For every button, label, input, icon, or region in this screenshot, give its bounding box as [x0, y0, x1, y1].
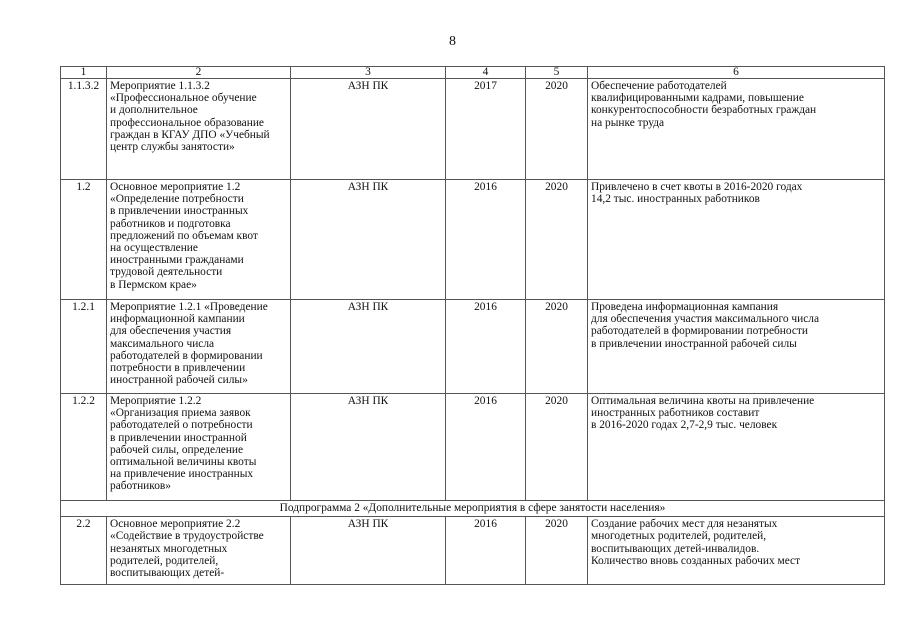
end-year: 2020 [526, 394, 588, 501]
table-row [61, 517, 885, 585]
row-number: 2.2 [61, 517, 107, 585]
measure-name: Основное мероприятие 2.2 «Содействие в трудоустройстве незанятых многодетных родителей, родителей, воспитывающих детей- [107, 517, 291, 585]
measure-name: Мероприятие 1.1.3.2 «Профессиональное обучение и дополнительное профессиональное образование граждан в КГАУ ДПО «Учебный центр службы занятости» [107, 79, 291, 180]
end-year: 2020 [526, 300, 588, 394]
end-year: 2020 [526, 79, 588, 180]
start-year: 2016 [446, 517, 526, 585]
column-header: 2 [107, 67, 291, 79]
expected-result: Привлечено в счет квоты в 2016-2020 годах 14,2 тыс. иностранных работников [588, 180, 885, 300]
program-table [60, 66, 885, 585]
start-year: 2016 [446, 180, 526, 300]
measure-name: Мероприятие 1.2.1 «Проведение информационной кампании для обеспечения участия максимального числа работодателей в формировании потребности в привлечении иностранной рабочей силы» [107, 300, 291, 394]
measure-name: Мероприятие 1.2.2 «Организация приема заявок работодателей о потребности в привлечении иностранной рабочей силы, определение оптимальной величины квоты на привлечение иностранных работников» [107, 394, 291, 501]
expected-result: Проведена информационная кампания для обеспечения участия максимального числа работодателей в формировании потребности в привлечении иностранной рабочей силы [588, 300, 885, 394]
column-header: 1 [61, 67, 107, 79]
column-header: 6 [588, 67, 885, 79]
result-indicator: Количество вновь созданных рабочих мест [591, 554, 801, 567]
expected-result: Обеспечение работодателей квалифицированными кадрами, повышение конкурентоспособности безработных граждан на рынке труда [588, 79, 885, 180]
result-text: Создание рабочих мест для незанятых многодетных родителей, родителей, воспитывающих детей-инвалидов. [591, 518, 778, 555]
start-year: 2016 [446, 300, 526, 394]
expected-result [588, 517, 885, 585]
end-year: 2020 [526, 517, 588, 585]
executor: АЗН ПК [291, 180, 446, 300]
column-numbers-row [61, 67, 885, 79]
subprogram-title: Подпрограмма 2 «Дополнительные мероприятия в сфере занятости населения» [61, 501, 885, 517]
row-number: 1.1.3.2 [61, 79, 107, 180]
measure-name: Основное мероприятие 1.2 «Определение потребности в привлечении иностранных работников и подготовка предложений по объемам квот на осуществление иностранными гражданами трудовой деятельности в Пермском крае» [107, 180, 291, 300]
table-row [61, 394, 885, 501]
start-year: 2017 [446, 79, 526, 180]
table-row [61, 300, 885, 394]
start-year: 2016 [446, 394, 526, 501]
executor: АЗН ПК [291, 300, 446, 394]
end-year: 2020 [526, 180, 588, 300]
executor: АЗН ПК [291, 79, 446, 180]
table-row [61, 79, 885, 180]
column-header: 4 [446, 67, 526, 79]
section-row [61, 501, 885, 517]
column-header: 3 [291, 67, 446, 79]
row-number: 1.2.1 [61, 300, 107, 394]
expected-result: Оптимальная величина квоты на привлечение иностранных работников составит в 2016-2020 годах 2,7-2,9 тыс. человек [588, 394, 885, 501]
row-number: 1.2.2 [61, 394, 107, 501]
table-row [61, 180, 885, 300]
page-number: 8 [449, 34, 456, 49]
row-number: 1.2 [61, 180, 107, 300]
executor: АЗН ПК [291, 394, 446, 501]
executor: АЗН ПК [291, 517, 446, 585]
column-header: 5 [526, 67, 588, 79]
